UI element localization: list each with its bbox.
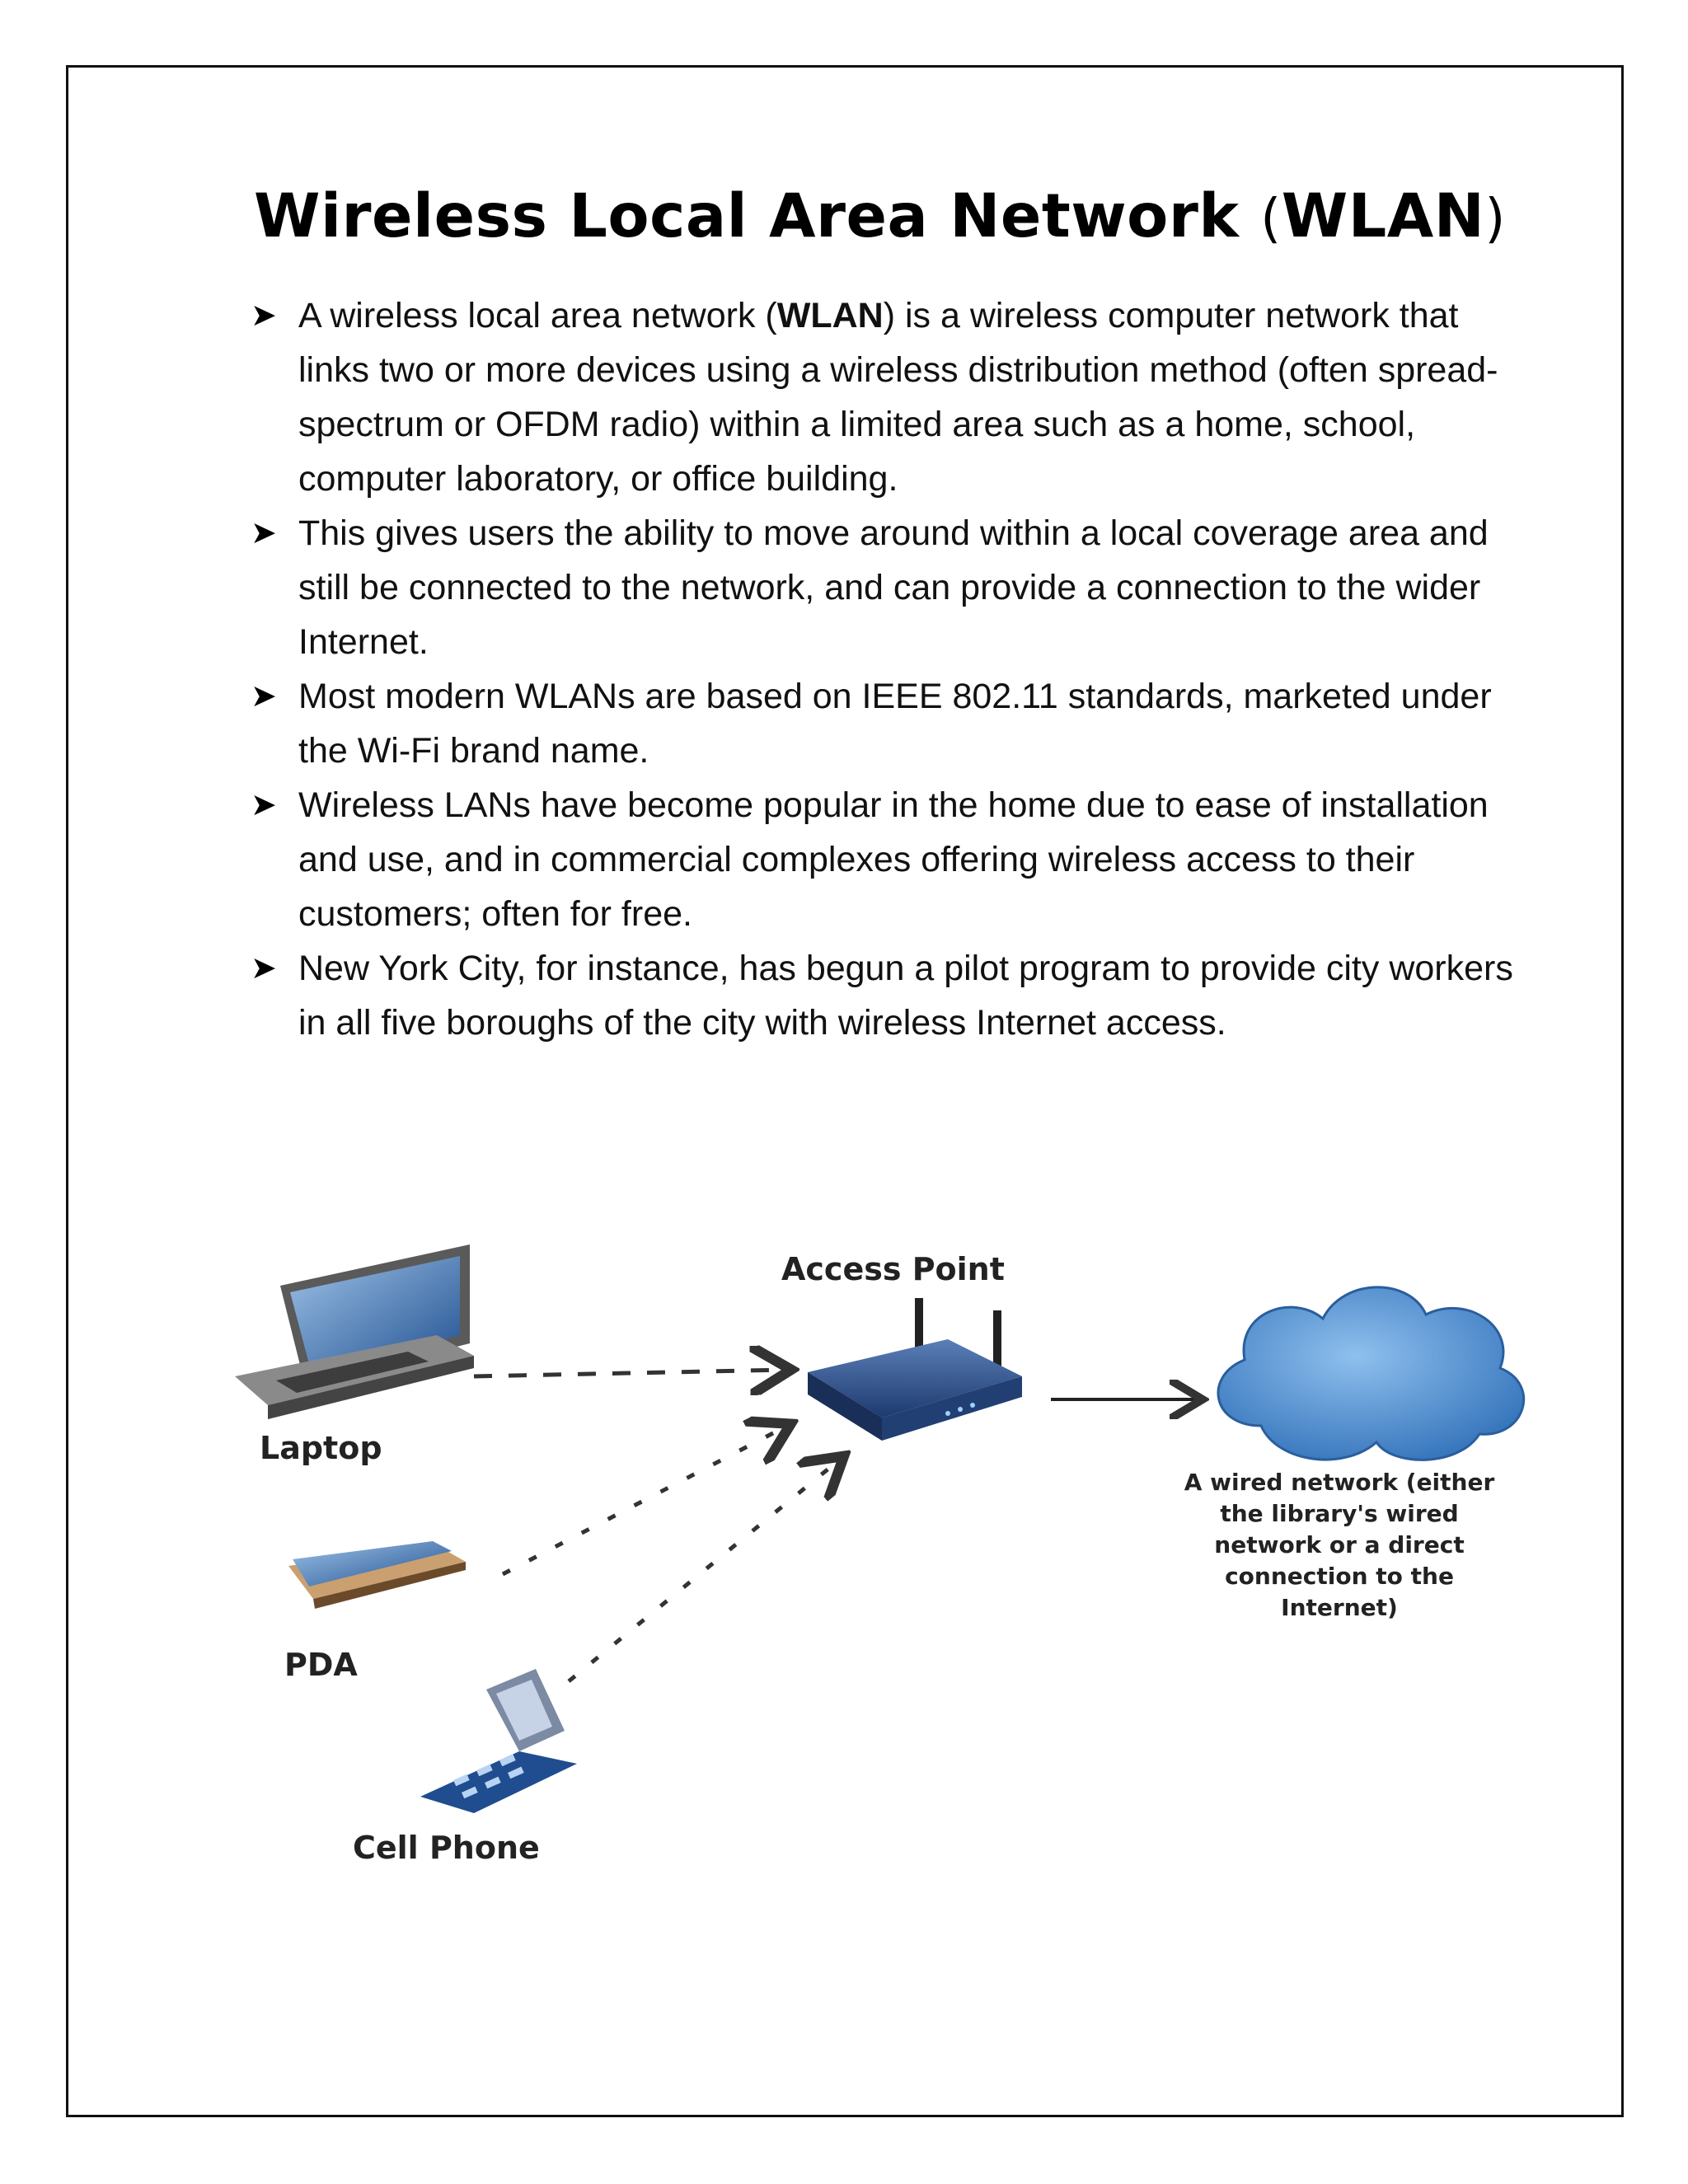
bullet-item (247, 506, 1517, 669)
bullet-item (247, 778, 1517, 941)
cloud-caption-line: Internet) (1281, 1594, 1398, 1621)
arrow-bullet-icon: ➤ (251, 298, 277, 333)
phone-link (569, 1459, 841, 1681)
cell-phone-label: Cell Phone (353, 1830, 540, 1866)
page-title (254, 181, 1506, 251)
cell-phone-icon (420, 1669, 577, 1813)
bullet-bold-term: WLAN (776, 296, 884, 335)
title-paren-close: ) (1484, 189, 1506, 250)
cloud-caption-line: A wired network (either (1184, 1469, 1495, 1496)
access-point-label: Access Point (781, 1251, 1005, 1287)
pda-icon (288, 1541, 466, 1609)
arrow-bullet-icon: ➤ (251, 951, 277, 986)
arrow-bullet-icon: ➤ (251, 788, 277, 823)
bullet-text: A wireless local area network ( (298, 296, 777, 335)
bullet-text: New York City, for instance, has begun a pilot program to provide city workers in all five boroughs of the city with wireless Internet access. (298, 949, 1513, 1043)
wlan-diagram (190, 1220, 1591, 1904)
cloud-caption (1125, 1467, 1554, 1624)
title-abbr: WLAN (1281, 181, 1485, 251)
cloud-caption-line: connection to the (1225, 1563, 1454, 1590)
bullet-text: ) is a wireless computer network that links two or more devices using a wireless distribution method (often spread-spectrum or OFDM radio) within a limited area such as a home, school, computer laboratory, or office building. (298, 296, 1498, 499)
bullet-list (247, 288, 1517, 1050)
laptop-icon (235, 1244, 474, 1419)
bullet-item (247, 941, 1517, 1050)
bullet-text: Wireless LANs have become popular in the home due to ease of installation and use, and in commercial complexes offering wireless access to their customers; often for free. (298, 785, 1489, 934)
bullet-item (247, 669, 1517, 778)
arrow-bullet-icon: ➤ (251, 679, 277, 714)
router-icon (808, 1298, 1022, 1441)
pda-link (503, 1426, 787, 1574)
bullet-item (247, 288, 1517, 506)
cloud-caption-line: the library's wired (1220, 1500, 1459, 1527)
laptop-link (474, 1370, 787, 1376)
laptop-label: Laptop (260, 1430, 382, 1466)
bullet-text: This gives users the ability to move around within a local coverage area and still be connected to the network, and can provide a connection to the wider Internet. (298, 513, 1489, 662)
arrow-bullet-icon: ➤ (251, 516, 277, 551)
title-paren-open: ( (1260, 189, 1282, 250)
pda-label: PDA (284, 1647, 358, 1683)
cloud-icon (1218, 1287, 1524, 1460)
cloud-caption-line: network or a direct (1214, 1531, 1465, 1558)
title-text: Wireless Local Area Network (254, 181, 1261, 251)
bullet-text: Most modern WLANs are based on IEEE 802.11 standards, marketed under the Wi-Fi brand name. (298, 677, 1492, 771)
